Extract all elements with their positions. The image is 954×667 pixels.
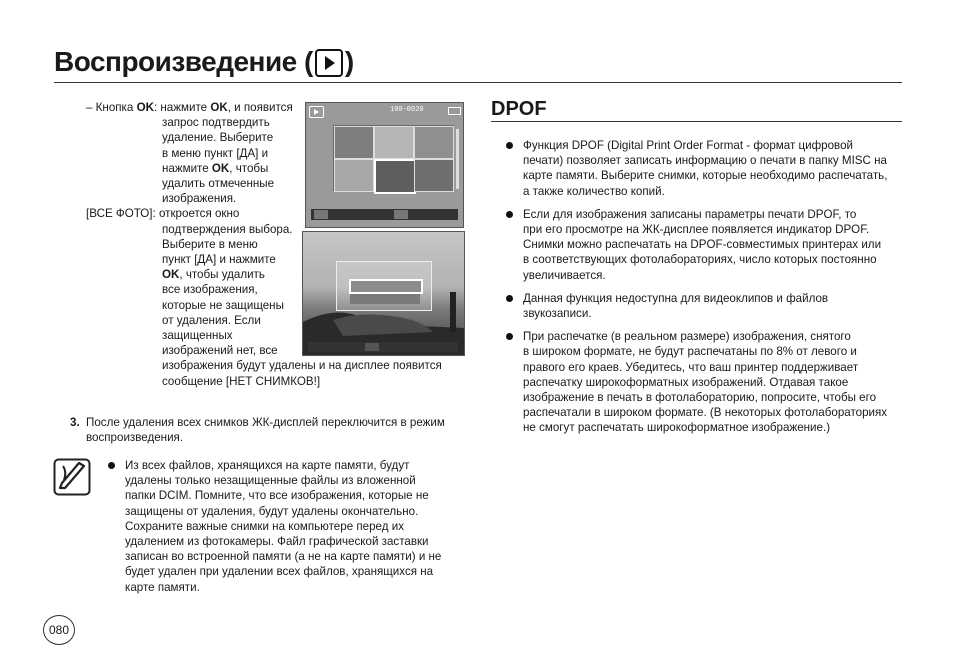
text-line: которые не защищены [162, 298, 284, 312]
note-pencil-icon [53, 458, 91, 496]
dpof-bullets [506, 138, 902, 444]
note-bullet [108, 458, 458, 595]
text-line: звукозаписи. [523, 307, 592, 321]
text-line: изображений нет, все [162, 344, 278, 358]
text-line: При распечатке (в реальном размере) изображения, снятого [523, 330, 851, 344]
camera-thumbnail-screen [305, 102, 464, 228]
camera-confirm-screen [302, 231, 465, 356]
thumbnail [414, 126, 454, 159]
section-title-dpof: DPOF [491, 98, 547, 120]
text-line: распечатку широкоформатных изображений. Отдавая такое [523, 375, 849, 389]
file-counter: 100-0020 [390, 106, 424, 114]
thumbnail [374, 126, 414, 159]
text-line: правого его краев. Убедитесь, что ваш принтер поддерживает [523, 360, 859, 374]
title-divider [54, 82, 902, 83]
page-title-text: Воспроизведение ( [54, 46, 313, 77]
thumbnail [334, 126, 374, 159]
text-line: будет удален при удалении всех файлов, хранящихся на [125, 565, 434, 579]
text-line: Функция DPOF (Digital Print Order Format - формат цифровой [523, 139, 853, 152]
memory-card-note [108, 458, 458, 603]
step-3 [70, 415, 460, 445]
button-guide-bar [308, 342, 458, 352]
button-guide-bar [311, 209, 458, 220]
text-line: в соответствующих фотолабораториях, число которых постоянно [523, 253, 877, 267]
text-line: печати) позволяет записать информацию о печати в папку MISC на [523, 154, 887, 168]
section-divider [491, 121, 902, 122]
text-line: в широком формате, не будут распечатаны по 8% от левого и [523, 345, 857, 359]
thumbnail [414, 159, 454, 192]
guide-button [314, 210, 328, 219]
page-title-close: ) [344, 46, 354, 77]
text-line: запрос подтвердить [162, 116, 270, 130]
all-photos-line: [ВСЕ ФОТО]: откроется окно [86, 207, 240, 221]
battery-icon [448, 107, 461, 115]
thumbnail [334, 159, 374, 192]
thumbnail-selected [374, 159, 416, 194]
text-line: удалением из фотокамеры. Файл графической заставки [125, 535, 429, 549]
text-line: Данная функция недоступна для видеоклипов и файлов [523, 291, 829, 305]
thumbnail-grid [333, 125, 454, 191]
play-mode-icon [309, 106, 324, 118]
dpof-bullet [506, 138, 902, 199]
scrollbar [456, 129, 459, 189]
text-line: карте памяти. [125, 580, 200, 594]
text-line: в меню пункт [ДА] и [162, 146, 269, 160]
confirm-dialog [336, 261, 432, 311]
text-line: удалить отмеченные [162, 177, 275, 191]
step-number: 3. [70, 416, 80, 429]
text-line: После удаления всех снимков ЖК-дисплей переключится в режим [86, 416, 445, 429]
text-line: изображения. [162, 192, 237, 206]
text-line: защищенных [162, 329, 233, 343]
text-line: Из всех файлов, хранящихся на карте памяти, будут [125, 459, 410, 472]
text-line: Снимки можно распечатать на DPOF-совместимых принтерах или [523, 238, 882, 252]
bullet-dot [506, 211, 513, 218]
dpof-bullet [506, 291, 902, 321]
text-line: а также количество копий. [523, 184, 665, 198]
text-line: удалены только незащищенные файлы из вложенной [125, 474, 416, 488]
dpof-bullet [506, 329, 902, 435]
ok-instruction-line: – Кнопка OK: нажмите OK, и появится [86, 101, 293, 114]
text-line: подтверждения выбора. [162, 222, 293, 236]
page-number: 080 [43, 615, 75, 645]
dialog-option [350, 294, 420, 304]
text-line: распечатали в широком формате. (В некоторых фотолабораториях [523, 406, 888, 420]
guide-button [365, 343, 379, 351]
text-line: защищены от удаления, будут удалены окончательно. [125, 504, 419, 518]
bullet-dot [506, 295, 513, 302]
text-line: Если для изображения записаны параметры печати DPOF, то [523, 207, 857, 221]
text-line: изображения будут удалены и на дисплее появится [162, 359, 442, 373]
play-icon [315, 49, 343, 77]
bullet-dot [506, 142, 513, 149]
text-line: записан во встроенной памяти (а не на карте памяти) и не [125, 550, 442, 564]
dpof-bullet [506, 207, 902, 283]
page-title [54, 46, 354, 78]
text-line: OK, чтобы удалить [162, 268, 265, 282]
text-line: карте памяти. Выберите снимки, которые необходимо распечатать, [523, 169, 888, 183]
bullet-dot [108, 462, 115, 469]
dialog-option-selected [349, 279, 423, 294]
text-line: пункт [ДА] и нажмите [162, 253, 276, 267]
text-line: увеличивается. [523, 268, 606, 282]
text-line: папки DCIM. Помните, что все изображения, которые не [125, 489, 429, 503]
guide-button [394, 210, 408, 219]
text-line: удаление. Выберите [162, 131, 274, 145]
text-line: при его просмотре на ЖК-дисплее появляется индикатор DPOF. [523, 223, 870, 237]
text-line: Сохраните важные снимки на компьютере перед их [125, 519, 404, 533]
text-line: Выберите в меню [162, 237, 258, 251]
text-line: от удаления. Если [162, 313, 261, 327]
text-line: нажмите OK, чтобы [162, 161, 269, 175]
text-line: изображение в печать в фотолабораторию, попросите, чтобы его [523, 391, 877, 405]
text-line: воспроизведения. [86, 431, 184, 445]
text-line: не смогут распечатать широкоформатное изображение.) [523, 421, 831, 435]
text-line: все изображения, [162, 283, 258, 297]
bullet-dot [506, 333, 513, 340]
text-line: сообщение [НЕТ СНИМКОВ!] [162, 374, 321, 388]
